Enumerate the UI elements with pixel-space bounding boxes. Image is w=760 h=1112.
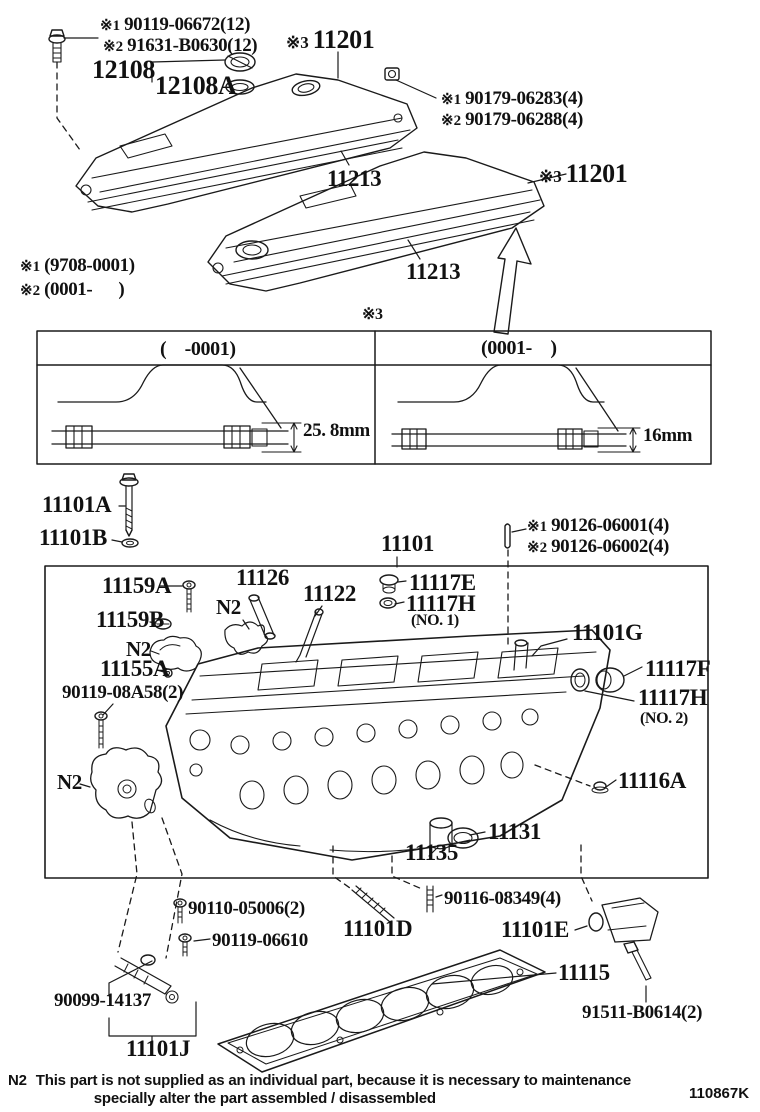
part-label-11101g: 11101G [572, 620, 643, 645]
bolt-08a58-drawing [95, 712, 107, 748]
bolt-05006-drawing [174, 899, 186, 923]
footnote-text: This part is not supplied as an individual part, because it is necessary to maintenance specially alter the part assembled / disassembled [35, 1072, 632, 1108]
part-label-11201-top: ※3 11201 [286, 25, 375, 54]
part-label-11159b: 11159B [96, 607, 164, 632]
part-label-11213-lower: 11213 [406, 259, 461, 284]
part-label-90116-08349: 90116-08349(4) [444, 888, 561, 909]
plug-90179-icon [385, 68, 399, 80]
ref-mark: ※2 [441, 113, 462, 129]
part-label-11131: 11131 [488, 819, 541, 844]
sensor-11101e-drawing [589, 898, 658, 942]
bolt-icon-top-left [49, 30, 65, 62]
ref-mark: ※1 [20, 259, 41, 275]
part-label-90179-06288: ※2 90179-06288(4) [441, 109, 583, 130]
box-ref-mark: ※3 [362, 306, 383, 323]
part-label-90119-08a58: 90119-08A58(2) [62, 682, 184, 703]
part-label-11155a: 11155A [100, 656, 170, 681]
part-label-11126: 11126 [236, 565, 289, 590]
n2-mark-housing: N2 [57, 770, 82, 794]
no2-label: (NO. 2) [640, 710, 688, 727]
part-label-90119-06672: ※1 90119-06672(12) [100, 14, 251, 35]
part-label-11101: 11101 [381, 531, 434, 556]
part-11122-drawing [296, 609, 323, 662]
bolt-11101a-drawing [120, 474, 138, 547]
ref-mark: ※3 [539, 167, 562, 186]
n2-mark-cap: N2 [126, 637, 151, 661]
part-label-11201-lower: ※3 11201 [539, 159, 628, 188]
part-label-11122: 11122 [303, 581, 356, 606]
ref-mark: ※1 [527, 519, 548, 535]
range-label-1: ※1 (9708-0001) [20, 255, 135, 276]
bolt-11159a-drawing [183, 581, 195, 612]
part-label-11117h-no1: 11117H [406, 591, 476, 616]
part-label-11135: 11135 [405, 840, 458, 865]
ref-mark: ※1 [100, 18, 121, 34]
valve-cover-1-drawing [76, 71, 417, 212]
housing-n2-drawing [91, 748, 162, 819]
bolt-b0614-drawing [624, 942, 651, 980]
part-label-90099-14137: 90099-14137 [54, 990, 151, 1011]
part-label-11115: 11115 [558, 960, 610, 985]
cylinder-head-drawing [166, 630, 610, 860]
washer-11101b-drawing [122, 539, 138, 547]
part-label-90119-06610: 90119-06610 [212, 930, 308, 951]
plug-11117f-drawing [596, 668, 624, 692]
seal-11117h-no2-drawing [571, 669, 589, 691]
part-label-11117f: 11117F [645, 656, 711, 681]
ref-mark: ※1 [441, 92, 462, 108]
part-label-11101e: 11101E [501, 917, 569, 942]
part-label-12108a: 12108A [155, 71, 237, 100]
range-label-2: ※2 (0001- ) [20, 279, 125, 300]
part-label-11213-top: 11213 [327, 166, 382, 191]
box-header-right: (0001- ) [481, 337, 557, 359]
part-label-90110-05006: 90110-05006(2) [188, 898, 305, 919]
dimension-box [37, 331, 711, 464]
footnote-prefix: N2 [8, 1072, 27, 1089]
valve-guide-11126-drawing [249, 595, 275, 639]
head-gasket-11115-drawing [218, 950, 545, 1072]
nut-11116a-drawing [592, 782, 608, 793]
part-label-12108: 12108 [92, 55, 156, 84]
ref-mark: ※2 [527, 540, 548, 556]
part-label-91511-b0614: 91511-B0614(2) [582, 1002, 703, 1023]
cap-11117e-drawing [380, 575, 398, 593]
part-label-11117h-no2: 11117H [638, 685, 708, 710]
ref-mark: ※2 [103, 39, 124, 55]
ref-mark: ※3 [286, 33, 309, 52]
ref-mark: ※2 [20, 283, 41, 299]
bolt-06610-drawing [179, 934, 191, 956]
part-label-11159a: 11159A [102, 573, 172, 598]
box-header-left: ( -0001) [160, 338, 236, 360]
n2-mark-rocker: N2 [216, 595, 241, 619]
figure-code: 110867K [689, 1085, 750, 1102]
part-label-91631-b0630: ※2 91631-B0630(12) [103, 35, 258, 56]
reference-arrow [494, 228, 531, 334]
dimension-label-right: 16mm [643, 425, 693, 446]
part-label-11101b: 11101B [39, 525, 107, 550]
part-label-11117e: 11117E [409, 570, 476, 595]
part-label-90179-06283: ※1 90179-06283(4) [441, 88, 583, 109]
part-label-90126-06002: ※2 90126-06002(4) [527, 536, 669, 557]
ring-11117h-no1-drawing [380, 598, 396, 608]
dimension-label-left: 25. 8mm [303, 420, 370, 441]
footnote [8, 1072, 631, 1109]
part-label-11101j: 11101J [126, 1036, 191, 1061]
part-label-11101d: 11101D [343, 916, 413, 941]
part-label-11101a: 11101A [42, 492, 112, 517]
part-label-11116a: 11116A [618, 768, 686, 793]
stud-08349-drawing [427, 886, 433, 912]
no1-label: (NO. 1) [411, 612, 459, 629]
valve-guide-11101g-drawing [514, 640, 528, 670]
part-label-90126-06001: ※1 90126-06001(4) [527, 515, 669, 536]
stud-90126-drawing [505, 524, 510, 548]
